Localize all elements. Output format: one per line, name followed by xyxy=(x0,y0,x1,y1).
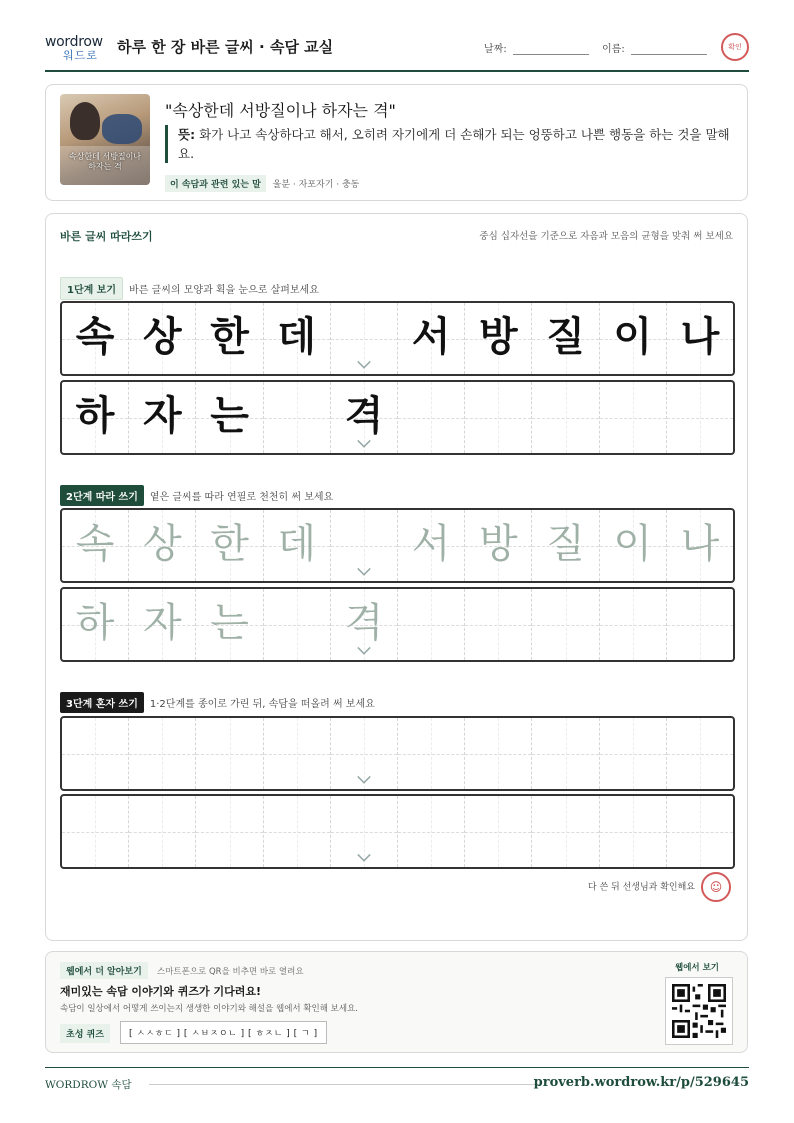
writing-cell[interactable] xyxy=(398,589,465,660)
writing-char: 상 xyxy=(142,314,182,360)
chevron-down-icon xyxy=(357,848,371,862)
writing-char: 격 xyxy=(344,393,384,439)
writing-cell[interactable] xyxy=(264,718,331,789)
name-input-line[interactable] xyxy=(631,45,707,55)
web-promo xyxy=(45,951,748,1053)
stage3-row-1[interactable] xyxy=(60,716,735,791)
chosung-quiz: [ ㅅㅅㅎㄷ ] [ ㅅㅂㅈㅇㄴ ] [ ㅎㅈㄴ ] [ ㄱ ] xyxy=(120,1021,327,1044)
writing-cell xyxy=(264,303,331,374)
writing-cell xyxy=(465,303,532,374)
web-view-label: 웹에서 보기 xyxy=(674,963,719,973)
writing-char: 속 xyxy=(75,521,115,567)
proverb-meaning xyxy=(165,125,730,163)
stage3-desc: 1·2단계를 종이로 가린 뒤, 속담을 떠올려 써 보세요 xyxy=(149,699,375,710)
stage1-desc: 바른 글씨의 모양과 획을 눈으로 살펴보세요 xyxy=(129,285,319,296)
qr-code-graphic xyxy=(672,984,726,1038)
writing-cell xyxy=(129,382,196,453)
name-field[interactable] xyxy=(602,40,707,55)
writing-cell[interactable] xyxy=(465,796,532,867)
logo-wordmark: wordrow xyxy=(45,34,103,50)
page-header xyxy=(45,30,749,72)
stage1-row-1 xyxy=(60,301,735,376)
writing-cell[interactable] xyxy=(331,510,398,581)
writing-cell xyxy=(532,382,599,453)
writing-cell xyxy=(465,382,532,453)
quiz-label: 초성 퀴즈 xyxy=(60,1024,110,1043)
illustration-caption: 속상한데 서방질이나 하자는 격 xyxy=(68,152,142,171)
writing-cell xyxy=(331,382,398,453)
writing-cell[interactable] xyxy=(196,510,263,581)
proverb-title: "속상한데 서방질이나 하자는 격" xyxy=(165,101,396,120)
related-words xyxy=(165,175,359,192)
web-promo-headline: 재미있는 속담 이야기와 퀴즈가 기다려요! xyxy=(60,985,261,998)
stage2-row-1[interactable] xyxy=(60,508,735,583)
stage2-row-2[interactable] xyxy=(60,587,735,662)
stage1-label xyxy=(60,277,319,300)
writing-char: 이 xyxy=(613,521,653,567)
writing-cell xyxy=(398,303,465,374)
stage2-label xyxy=(60,485,333,506)
meaning-label: 뜻: xyxy=(178,127,196,142)
writing-cell xyxy=(264,382,331,453)
qr-code-icon[interactable] xyxy=(665,977,733,1045)
writing-cell[interactable] xyxy=(62,718,129,789)
writing-char: 하 xyxy=(75,393,115,439)
writing-cell[interactable] xyxy=(129,510,196,581)
writing-char: 나 xyxy=(680,314,720,360)
stage1-row-2 xyxy=(60,380,735,455)
logo-korean: 워드로 xyxy=(63,49,98,62)
page-footer xyxy=(45,1067,749,1091)
related-list: 울분 · 자포자기 · 충동 xyxy=(272,180,360,190)
writing-cell[interactable] xyxy=(264,589,331,660)
writing-cell xyxy=(398,382,465,453)
writing-cell xyxy=(196,382,263,453)
writing-cell[interactable] xyxy=(129,796,196,867)
writing-cell xyxy=(129,303,196,374)
meaning-text: 화가 나고 속상하다고 해서, 오히려 자기에게 더 손해가 되는 엉뚱하고 나쁜 행동을 하는 것을 말해요. xyxy=(178,127,730,161)
practice-title: 바른 글씨 따라쓰기 xyxy=(60,230,153,243)
footer-brand: WORDROW 속담 xyxy=(45,1079,132,1091)
proverb-illustration xyxy=(60,94,150,185)
writing-char: 는 xyxy=(210,600,249,646)
name-label: 이름: xyxy=(602,44,625,55)
writing-cell[interactable] xyxy=(398,796,465,867)
writing-cell[interactable] xyxy=(532,589,599,660)
writing-char: 자 xyxy=(142,600,182,646)
chevron-down-icon xyxy=(357,770,371,784)
writing-char: 는 xyxy=(210,393,249,439)
writing-cell[interactable] xyxy=(196,589,263,660)
writing-cell[interactable] xyxy=(465,510,532,581)
chevron-down-icon xyxy=(357,562,371,576)
writing-char: 방 xyxy=(479,521,518,567)
writing-cell[interactable] xyxy=(196,796,263,867)
writing-char: 질 xyxy=(546,314,585,360)
confirm-seal-icon: 확인 xyxy=(721,33,749,61)
practice-section xyxy=(45,213,748,941)
stage3-row-2[interactable] xyxy=(60,794,735,869)
writing-char: 방 xyxy=(479,314,518,360)
writing-cell xyxy=(62,382,129,453)
related-tag: 이 속담과 관련 있는 말 xyxy=(165,175,266,192)
writing-cell xyxy=(62,303,129,374)
chevron-down-icon xyxy=(357,355,371,369)
wordrow-logo xyxy=(45,34,109,64)
writing-cell[interactable] xyxy=(62,510,129,581)
writing-char: 상 xyxy=(142,521,182,567)
practice-hint: 중심 십자선을 기준으로 자음과 모음의 균형을 맞춰 써 보세요 xyxy=(479,231,733,242)
writing-cell[interactable] xyxy=(129,589,196,660)
writing-cell[interactable] xyxy=(600,510,667,581)
writing-char: 격 xyxy=(344,600,384,646)
date-field[interactable] xyxy=(484,40,589,55)
writing-cell xyxy=(667,303,733,374)
writing-cell xyxy=(600,303,667,374)
teacher-check xyxy=(588,872,731,902)
footer-url-link[interactable]: proverb.wordrow.kr/p/529645 xyxy=(533,1075,749,1090)
writing-char: 자 xyxy=(142,393,182,439)
writing-cell[interactable] xyxy=(600,589,667,660)
writing-char: 서 xyxy=(411,314,451,360)
writing-char: 질 xyxy=(546,521,585,567)
stage3-label xyxy=(60,692,375,713)
writing-cell[interactable] xyxy=(62,589,129,660)
writing-cell[interactable] xyxy=(532,796,599,867)
footer-divider xyxy=(149,1084,541,1085)
stage3-badge: 3단계 혼자 쓰기 xyxy=(60,692,144,713)
proverb-card xyxy=(45,84,748,201)
writing-cell[interactable] xyxy=(600,718,667,789)
writing-cell[interactable] xyxy=(532,510,599,581)
writing-cell[interactable] xyxy=(667,510,733,581)
date-label: 날짜: xyxy=(484,44,507,55)
writing-cell[interactable] xyxy=(62,796,129,867)
writing-cell xyxy=(196,303,263,374)
writing-cell[interactable] xyxy=(398,718,465,789)
writing-cell[interactable] xyxy=(331,718,398,789)
web-promo-sub: 스마트폰으로 QR을 비추면 바로 열려요 xyxy=(157,967,304,977)
writing-cell[interactable] xyxy=(331,796,398,867)
writing-cell[interactable] xyxy=(465,718,532,789)
writing-char: 한 xyxy=(210,521,249,567)
kids-seal-icon: ☺ xyxy=(701,872,731,902)
writing-cell[interactable] xyxy=(398,510,465,581)
writing-char: 데 xyxy=(277,314,317,360)
writing-char: 하 xyxy=(75,600,115,646)
writing-char: 이 xyxy=(613,314,653,360)
writing-cell xyxy=(532,303,599,374)
writing-cell[interactable] xyxy=(667,718,733,789)
writing-cell[interactable] xyxy=(600,796,667,867)
stage1-badge: 1단계 보기 xyxy=(60,277,123,300)
writing-cell[interactable] xyxy=(667,589,733,660)
writing-cell[interactable] xyxy=(196,718,263,789)
illustration-figure xyxy=(102,114,142,144)
writing-cell xyxy=(331,303,398,374)
writing-cell[interactable] xyxy=(264,796,331,867)
writing-cell[interactable] xyxy=(129,718,196,789)
writing-cell[interactable] xyxy=(465,589,532,660)
writing-char: 데 xyxy=(277,521,317,567)
web-promo-desc: 속담이 일상에서 어떻게 쓰이는지 생생한 이야기와 해설을 웹에서 확인해 보세요. xyxy=(60,1004,358,1014)
writing-char: 서 xyxy=(411,521,451,567)
writing-char: 한 xyxy=(210,314,249,360)
illustration-figure xyxy=(70,102,100,140)
writing-cell[interactable] xyxy=(667,796,733,867)
writing-cell[interactable] xyxy=(532,718,599,789)
page-title: 하루 한 장 바른 글씨 · 속담 교실 xyxy=(117,38,334,56)
writing-cell xyxy=(667,382,733,453)
stage2-badge: 2단계 따라 쓰기 xyxy=(60,485,144,506)
check-text: 다 쓴 뒤 선생님과 확인해요 xyxy=(587,882,695,893)
writing-char: 나 xyxy=(680,521,720,567)
web-promo-badge: 웹에서 더 알아보기 xyxy=(60,962,148,979)
writing-cell[interactable] xyxy=(264,510,331,581)
stage2-desc: 옅은 글씨를 따라 연필로 천천히 써 보세요 xyxy=(149,492,334,503)
writing-cell[interactable] xyxy=(331,589,398,660)
writing-cell xyxy=(600,382,667,453)
date-input-line[interactable] xyxy=(513,45,589,55)
writing-char: 속 xyxy=(75,314,115,360)
